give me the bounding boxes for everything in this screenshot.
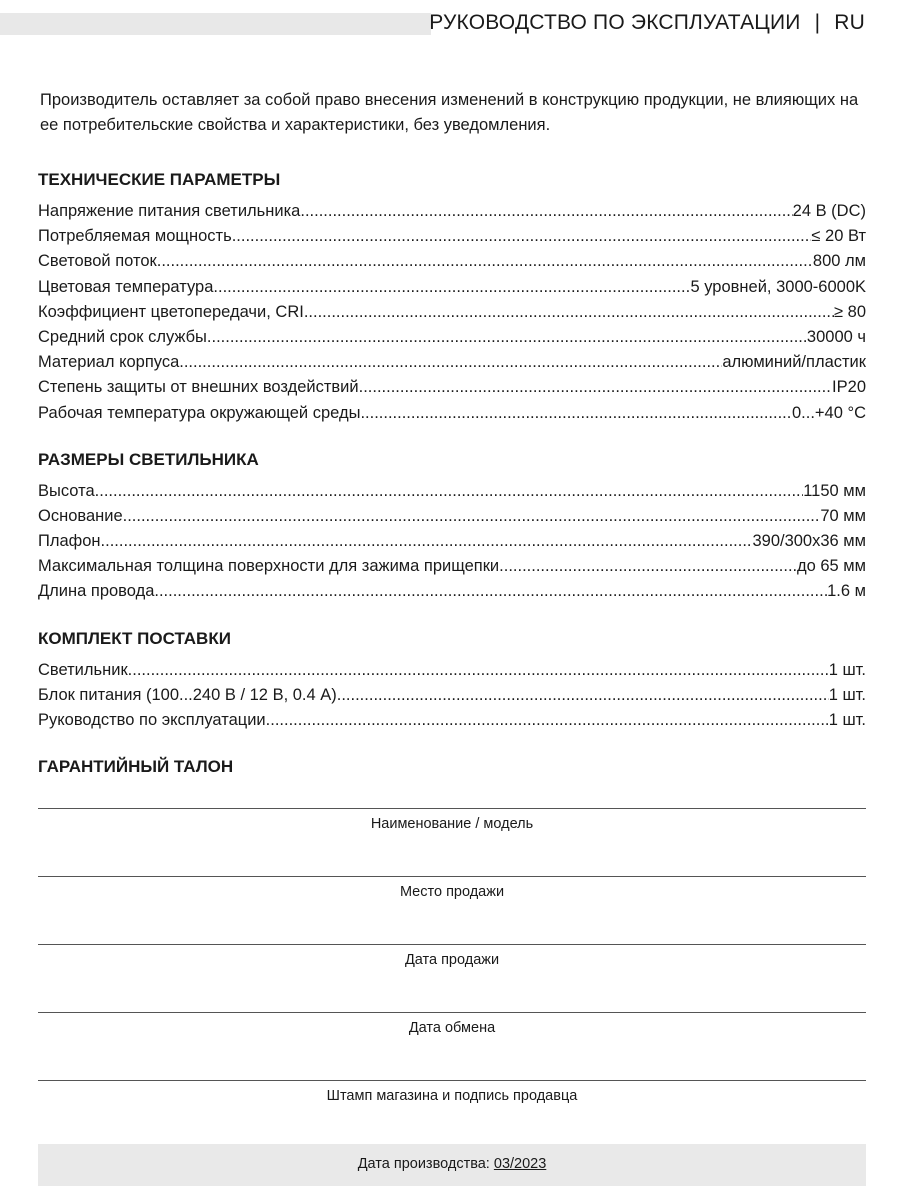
spec-value: IP20 bbox=[832, 378, 866, 397]
warranty-heading: ГАРАНТИЙНЫЙ ТАЛОН bbox=[38, 757, 234, 777]
spec-value: 390/300x36 мм bbox=[752, 532, 866, 551]
dot-leader bbox=[95, 482, 804, 501]
spec-row bbox=[38, 328, 866, 353]
spec-label: Руководство по эксплуатации bbox=[38, 711, 266, 729]
header-separator: | bbox=[814, 11, 821, 34]
spec-value: ≤ 20 Вт bbox=[811, 227, 866, 246]
spec-label: Коэффициент цветопередачи, CRI bbox=[38, 302, 304, 321]
intro-text: Производитель оставляет за собой право внесения изменений в конструкцию продукции, не влияющих на ее потребительские свойства и характеристики, без уведомления. bbox=[40, 91, 859, 134]
spec-label: Максимальная толщина поверхности для зажима прищепки bbox=[38, 557, 500, 576]
spec-label: Рабочая температура окружающей среды bbox=[38, 403, 361, 422]
spec-row bbox=[38, 227, 866, 252]
kit-list bbox=[38, 661, 866, 737]
spec-row bbox=[38, 507, 866, 532]
spec-label: Напряжение питания светильника bbox=[38, 202, 301, 220]
production-date-label: Дата производства: bbox=[357, 1156, 490, 1172]
warranty-field-sale-date: Дата продажи bbox=[38, 944, 866, 1012]
dot-leader bbox=[128, 661, 829, 680]
dot-leader bbox=[300, 202, 792, 221]
production-date-bar bbox=[38, 1144, 866, 1186]
spec-value: 5 уровней, 3000-6000K bbox=[690, 277, 866, 296]
dot-leader bbox=[337, 686, 829, 705]
spec-label: Блок питания (100...240 В / 12 В, 0.4 А) bbox=[38, 685, 337, 704]
dot-leader bbox=[232, 227, 812, 246]
spec-label: Материал корпуса bbox=[38, 353, 180, 372]
spec-row bbox=[38, 711, 866, 736]
dot-leader bbox=[499, 557, 797, 576]
spec-label: Плафон bbox=[38, 532, 101, 551]
spec-label: Светильник bbox=[38, 660, 128, 679]
dot-leader bbox=[123, 507, 821, 526]
spec-label: Высота bbox=[38, 481, 95, 500]
spec-label: Длина провода bbox=[38, 582, 155, 601]
spec-label: Цветовая температура bbox=[38, 277, 214, 296]
dot-leader bbox=[304, 303, 834, 322]
production-date-value: 03/2023 bbox=[493, 1156, 547, 1172]
spec-row bbox=[38, 404, 866, 429]
spec-value: алюминий/пластик bbox=[722, 353, 866, 372]
spec-value: 30000 ч bbox=[806, 327, 866, 346]
spec-row bbox=[38, 661, 866, 686]
warranty-field-place: Место продажи bbox=[38, 876, 866, 944]
spec-label: Световой поток bbox=[38, 252, 157, 271]
dims-list bbox=[38, 482, 866, 608]
tech-params-list bbox=[38, 202, 866, 429]
spec-row bbox=[38, 303, 866, 328]
spec-row bbox=[38, 532, 866, 557]
dims-heading: РАЗМЕРЫ СВЕТИЛЬНИКА bbox=[38, 449, 259, 469]
spec-value: 800 лм bbox=[812, 252, 866, 271]
language-code: RU bbox=[834, 11, 865, 34]
dot-leader bbox=[207, 328, 807, 347]
header-bar bbox=[0, 13, 431, 35]
spec-row bbox=[38, 582, 866, 607]
spec-value: 24 В (DC) bbox=[792, 202, 866, 220]
spec-value: 1.6 м bbox=[827, 582, 866, 601]
tech-heading: ТЕХНИЧЕСКИЕ ПАРАМЕТРЫ bbox=[38, 170, 281, 189]
spec-label: Потребляемая мощность bbox=[38, 227, 232, 246]
spec-value: до 65 мм bbox=[796, 557, 866, 576]
warranty-field-model: Наименование / модель bbox=[38, 808, 866, 876]
spec-row bbox=[38, 378, 866, 403]
warranty-card bbox=[38, 808, 866, 1148]
main-content bbox=[38, 88, 866, 783]
dot-leader bbox=[154, 582, 827, 601]
spec-value: 1 шт. bbox=[828, 711, 866, 729]
kit-heading: КОМПЛЕКТ ПОСТАВКИ bbox=[38, 628, 231, 648]
spec-label: Средний срок службы bbox=[38, 327, 207, 346]
spec-row bbox=[38, 686, 866, 711]
spec-value: 1 шт. bbox=[828, 685, 866, 704]
spec-value: ≥ 80 bbox=[834, 302, 866, 321]
spec-row bbox=[38, 482, 866, 507]
spec-value: 70 мм bbox=[820, 506, 866, 525]
manual-title: РУКОВОДСТВО ПО ЭКСПЛУАТАЦИИ bbox=[429, 11, 801, 34]
dot-leader bbox=[213, 278, 690, 297]
spec-row bbox=[38, 353, 866, 378]
dot-leader bbox=[101, 532, 753, 551]
spec-row bbox=[38, 202, 866, 227]
dot-leader bbox=[359, 378, 832, 397]
dot-leader bbox=[179, 353, 722, 372]
spec-row bbox=[38, 557, 866, 582]
header-title bbox=[429, 11, 865, 35]
spec-label: Степень защиты от внешних воздействий bbox=[38, 378, 359, 397]
spec-value: 1150 мм bbox=[803, 481, 866, 500]
dot-leader bbox=[266, 711, 829, 730]
spec-row bbox=[38, 278, 866, 303]
spec-value: 0...+40 °C bbox=[791, 403, 866, 422]
warranty-field-exchange-date: Дата обмена bbox=[38, 1012, 866, 1080]
spec-row bbox=[38, 252, 866, 277]
warranty-field-stamp: Штамп магазина и подпись продавца bbox=[38, 1080, 866, 1148]
spec-label: Основание bbox=[38, 506, 123, 525]
dot-leader bbox=[157, 252, 813, 271]
dot-leader bbox=[360, 404, 792, 423]
spec-value: 1 шт. bbox=[828, 660, 866, 679]
